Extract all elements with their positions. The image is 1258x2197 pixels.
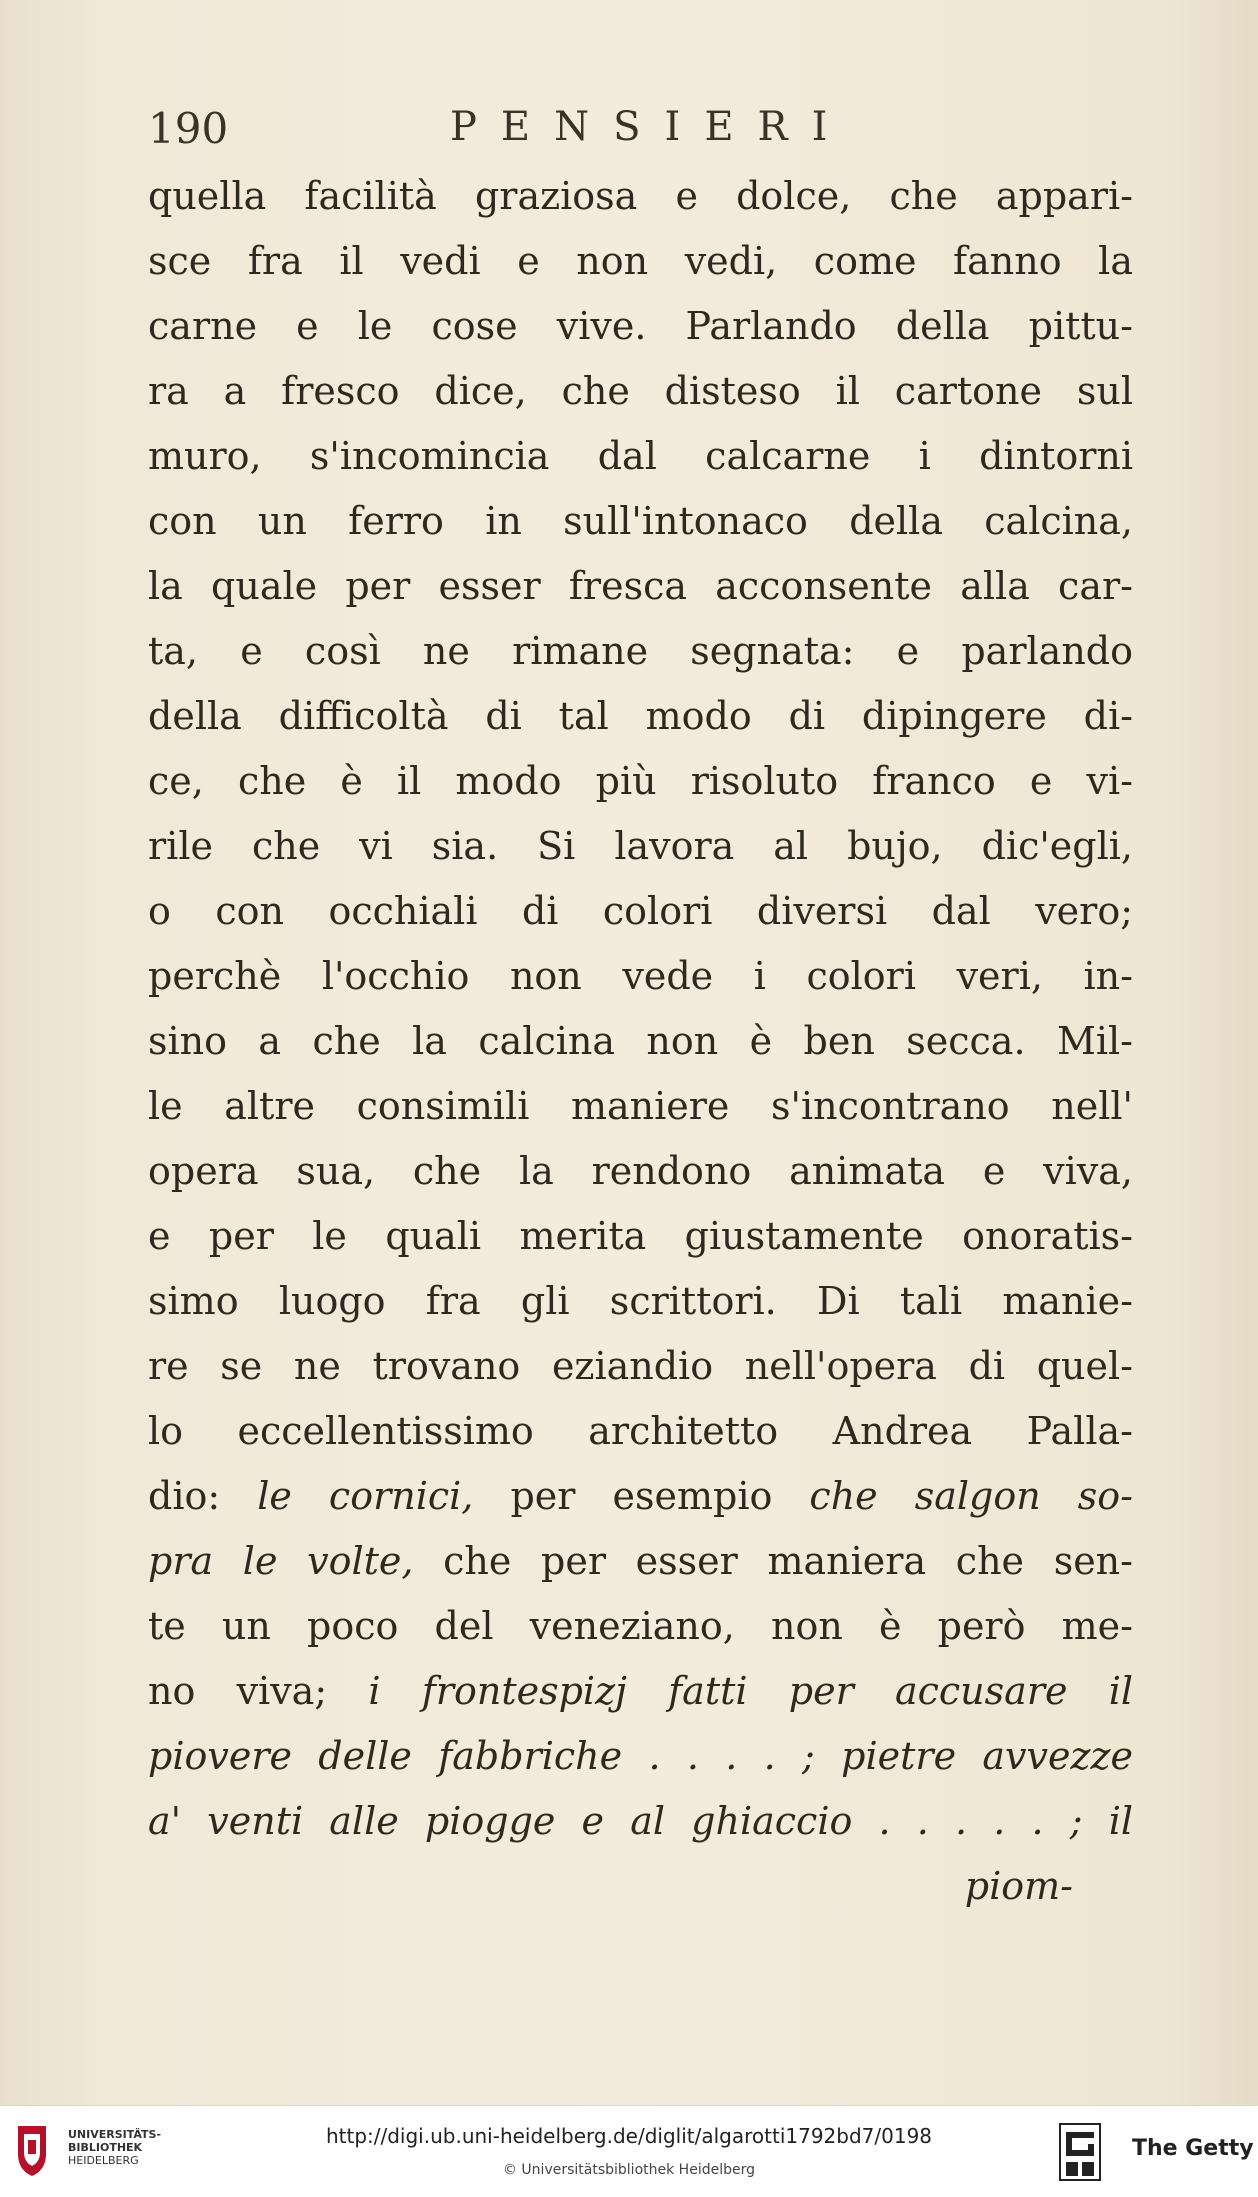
text-line: [148, 1074, 1133, 1139]
text-run: la quale per esser fresca acconsente alla car-: [148, 564, 1133, 608]
text-run: muro, s'incomincia dal calcarne i dintorni: [148, 434, 1133, 478]
text-run: te un poco del veneziano, non è però me-: [148, 1604, 1133, 1648]
text-run: ce, che è il modo più risoluto franco e vi-: [148, 759, 1133, 803]
text-run: carne e le cose vive. Parlando della pittu-: [148, 304, 1133, 348]
text-run: ta, e così ne rimane segnata: e parlando: [148, 629, 1133, 673]
viewer-footer: [0, 2105, 1258, 2197]
university-name-line: UNIVERSITÄTS-: [68, 2128, 162, 2141]
text-line: [148, 554, 1133, 619]
text-run: opera sua, che la rendono animata e viva,: [148, 1149, 1133, 1193]
text-run: o con occhiali di colori diversi dal vero;: [148, 889, 1133, 933]
text-line: [148, 879, 1133, 944]
italic-text-run: pra le volte,: [148, 1539, 414, 1583]
text-line: [148, 489, 1133, 554]
text-run: che per esser maniera che sen-: [413, 1539, 1133, 1583]
text-line: [148, 1789, 1133, 1854]
text-run: le altre consimili maniere s'incontrano nell': [148, 1084, 1133, 1128]
text-line: [148, 1464, 1133, 1529]
text-line: [148, 1009, 1133, 1074]
italic-text-run: che salgon so-: [809, 1474, 1133, 1518]
text-run: ra a fresco dice, che disteso il cartone sul: [148, 369, 1133, 413]
text-run: no viva;: [148, 1669, 369, 1713]
text-run: dio:: [148, 1474, 258, 1518]
italic-text-run: le cornici,: [257, 1474, 474, 1518]
text-line: [148, 229, 1133, 294]
text-line: [148, 424, 1133, 489]
italic-text-run: a' venti alle piogge e al ghiaccio . . . . . ; il: [148, 1799, 1133, 1843]
getty-logo-icon: [1058, 2122, 1102, 2182]
text-line: [148, 1334, 1133, 1399]
text-run: sce fra il vedi e non vedi, come fanno la: [148, 239, 1133, 283]
page-number: 190: [148, 104, 229, 153]
italic-text-run: i frontespizj fatti per accusare il: [368, 1669, 1134, 1713]
text-line: [148, 684, 1133, 749]
text-run: e per le quali merita giustamente onoratis-: [148, 1214, 1133, 1258]
text-line: [148, 1594, 1133, 1659]
italic-text-run: piom-: [964, 1864, 1073, 1908]
text-line: [148, 1724, 1133, 1789]
text-run: sino a che la calcina non è ben secca. Mil-: [148, 1019, 1133, 1063]
text-line: [148, 749, 1133, 814]
page-header: [148, 104, 1148, 164]
text-run: lo eccellentissimo architetto Andrea Palla-: [148, 1409, 1133, 1453]
text-line: [148, 1204, 1133, 1269]
text-line: [148, 1659, 1133, 1724]
text-line: [148, 1854, 1133, 1919]
text-line: [148, 1529, 1133, 1594]
text-line: [148, 164, 1133, 229]
text-run: simo luogo fra gli scrittori. Di tali manie-: [148, 1279, 1133, 1323]
text-line: [148, 1399, 1133, 1464]
permalink-url[interactable]: http://digi.ub.uni-heidelberg.de/diglit/algarotti1792bd7/0198: [325, 2124, 933, 2148]
university-name-line: BIBLIOTHEK: [68, 2141, 143, 2154]
text-line: [148, 1139, 1133, 1204]
text-run: per esempio: [473, 1474, 810, 1518]
running-title: PENSIERI: [450, 104, 852, 150]
text-line: [148, 619, 1133, 684]
university-name-line: HEIDELBERG: [68, 2154, 139, 2167]
text-line: [148, 1269, 1133, 1334]
text-run: re se ne trovano eziandio nell'opera di quel-: [148, 1344, 1133, 1388]
text-line: [148, 359, 1133, 424]
text-run: quella facilità graziosa e dolce, che appari-: [148, 174, 1133, 218]
partner-name: The Getty: [1132, 2136, 1254, 2161]
italic-text-run: piovere delle fabbriche . . . . ; pietre avvezze: [148, 1734, 1133, 1778]
text-run: della difficoltà di tal modo di dipingere di-: [148, 694, 1133, 738]
text-line: [148, 944, 1133, 1009]
body-text: [148, 164, 1133, 1919]
text-run: rile che vi sia. Si lavora al bujo, dic'egli,: [148, 824, 1133, 868]
text-run: con un ferro in sull'intonaco della calcina,: [148, 499, 1133, 543]
copyright-notice: © Universitätsbibliothek Heidelberg: [502, 2162, 755, 2178]
text-line: [148, 814, 1133, 879]
text-run: perchè l'occhio non vede i colori veri, in-: [148, 954, 1133, 998]
text-line: [148, 294, 1133, 359]
